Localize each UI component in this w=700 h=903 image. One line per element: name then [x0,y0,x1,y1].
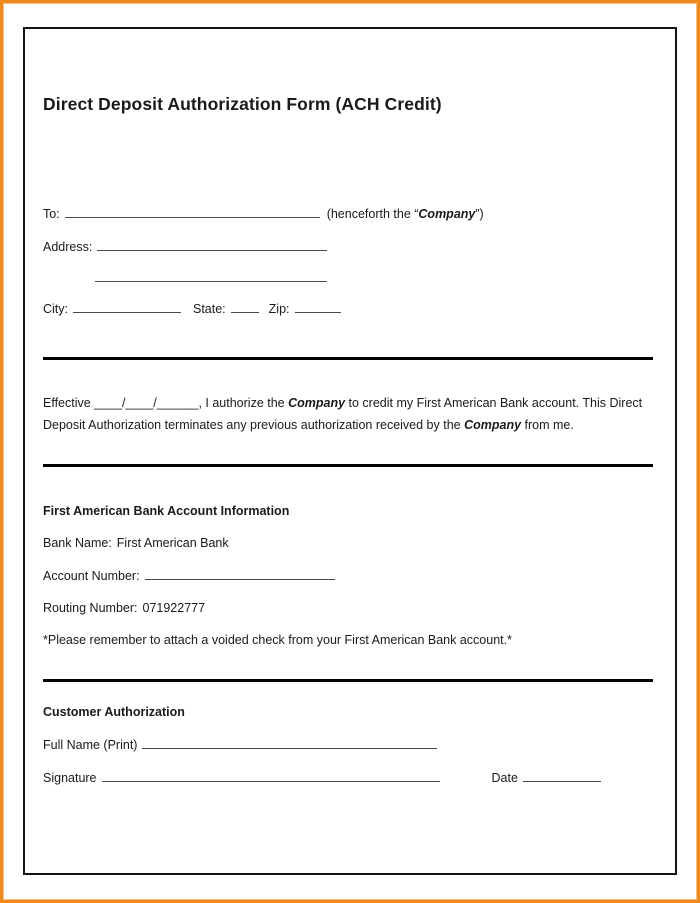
city-state-zip-row [43,300,653,317]
effective-text-2: to credit my First American Bank account. This Direct Deposit Authorization terminates any previous authorization received by the [43,396,643,432]
company-word: Company [418,207,476,221]
to-label: To: [43,207,60,221]
account-number-row [43,567,653,584]
company-word: Company [288,396,346,410]
bank-info-heading: First American Bank Account Information [43,504,290,518]
signature-date-row [43,769,653,786]
bank-name-value: First American Bank [116,536,229,550]
company-word: Company [464,418,522,432]
henceforth-prefix: (henceforth the “ [326,207,419,221]
account-number-field-line[interactable] [145,567,335,580]
form-title: Direct Deposit Authorization Form (ACH Credit) [43,94,442,114]
routing-number-row [43,600,653,616]
full-name-field-line[interactable] [142,736,437,749]
to-field-line[interactable] [65,205,320,218]
city-label: City: [43,302,68,316]
date-field-line[interactable] [523,769,601,782]
bank-name-label: Bank Name: [43,536,112,550]
form-border-box [23,27,677,875]
address-label: Address: [43,240,93,254]
signature-field-line[interactable] [102,769,440,782]
zip-field-line[interactable] [295,300,341,313]
effective-text-3: from me. [521,418,574,432]
signature-label: Signature [43,771,97,785]
address-row [43,238,653,255]
routing-number-value: 071922777 [142,601,206,615]
full-name-row [43,736,653,753]
full-name-label: Full Name (Print) [43,738,138,752]
state-field-line[interactable] [231,300,259,313]
city-field-line[interactable] [73,300,181,313]
address-field-line-2[interactable] [95,269,327,282]
bank-name-row [43,535,653,551]
to-row [43,205,653,222]
routing-number-label: Routing Number: [43,601,138,615]
section-divider [43,357,653,360]
effective-text-1: Effective ____/____/______, I authorize the [43,396,289,410]
henceforth-suffix: ”) [475,207,484,221]
date-label: Date [491,771,518,785]
address-field-line[interactable] [97,238,327,251]
state-label: State: [193,302,226,316]
zip-label: Zip: [268,302,290,316]
account-number-label: Account Number: [43,569,140,583]
section-divider [43,679,653,682]
address-row-2 [43,269,653,286]
voided-check-note: *Please remember to attach a voided check from your First American Bank account.* [43,633,512,647]
customer-authorization-heading: Customer Authorization [43,705,185,719]
authorization-paragraph [43,392,653,436]
section-divider [43,464,653,467]
